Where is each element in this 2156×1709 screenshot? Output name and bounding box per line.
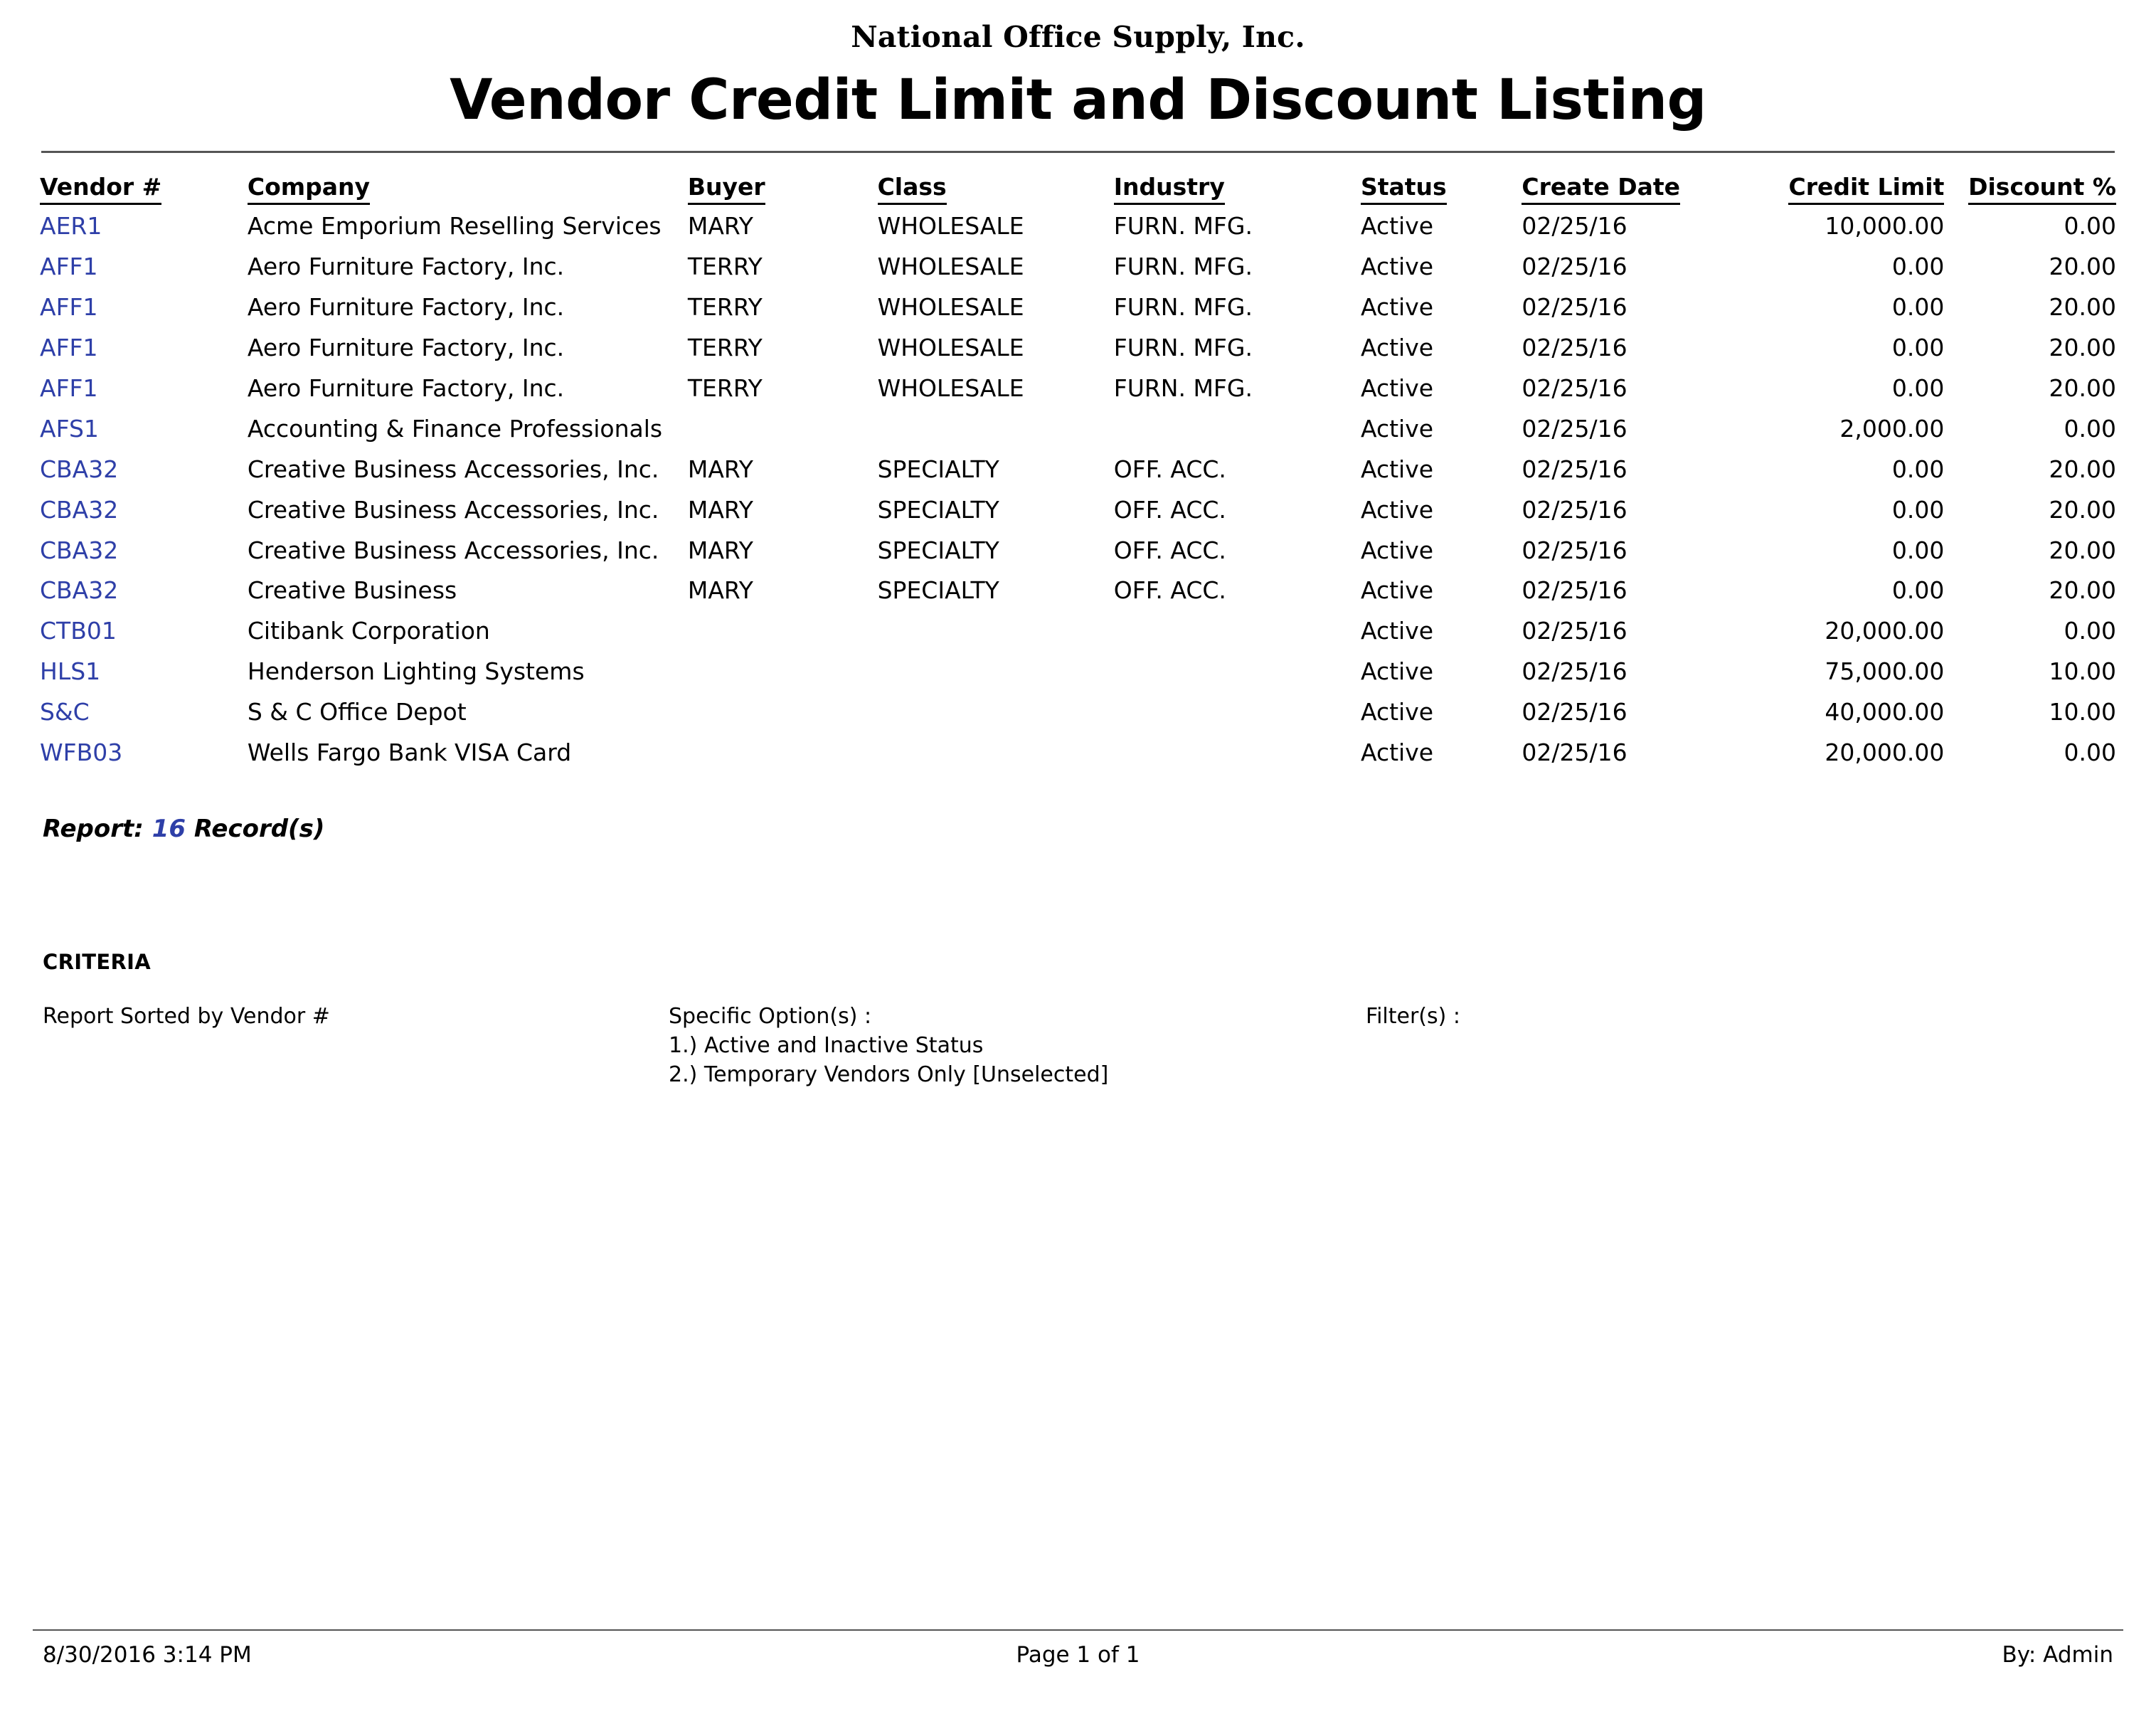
- cell-class: SPECIALTY: [877, 495, 999, 524]
- column-header-company: [240, 169, 681, 206]
- cell-industry: [1107, 692, 1354, 733]
- cell-status: Active: [1360, 739, 1434, 767]
- cell-status: Active: [1360, 414, 1434, 443]
- cell-credit-limit: 0.00: [1891, 374, 1945, 402]
- cell-credit-limit: 0.00: [1891, 495, 1945, 524]
- cell-industry: FURN. MFG.: [1113, 333, 1253, 361]
- cell-buyer: [681, 409, 871, 450]
- table-row: [33, 531, 2123, 571]
- title-divider: [41, 151, 2115, 153]
- column-header-discount: [1951, 169, 2123, 206]
- table-row: [33, 490, 2123, 531]
- cell-industry: OFF. ACC.: [1113, 495, 1226, 524]
- cell-create-date: 02/25/16: [1522, 576, 1627, 605]
- cell-vendor[interactable]: WFB03: [40, 739, 123, 767]
- cell-company: Aero Furniture Factory, Inc.: [247, 252, 565, 280]
- cell-company: Creative Business Accessories, Inc.: [247, 455, 659, 483]
- cell-status: Active: [1360, 292, 1434, 321]
- cell-discount: 20.00: [2049, 576, 2116, 605]
- column-header-class: [871, 169, 1107, 206]
- cell-create-date: 02/25/16: [1522, 333, 1627, 361]
- cell-company: Aero Furniture Factory, Inc.: [247, 292, 565, 321]
- record-count: [33, 815, 2123, 843]
- cell-create-date: 02/25/16: [1522, 414, 1627, 443]
- cell-class: WHOLESALE: [877, 292, 1024, 321]
- cell-credit-limit: 0.00: [1891, 333, 1945, 361]
- cell-discount: 0.00: [2064, 617, 2116, 645]
- cell-create-date: 02/25/16: [1522, 617, 1627, 645]
- cell-company: Henderson Lighting Systems: [247, 657, 585, 686]
- company-name: National Office Supply, Inc.: [851, 20, 1305, 54]
- cell-company: Creative Business Accessories, Inc.: [247, 536, 659, 564]
- cell-create-date: 02/25/16: [1522, 536, 1627, 564]
- criteria-option: 2.) Temporary Vendors Only [Unselected]: [669, 1062, 1109, 1088]
- cell-discount: 20.00: [2049, 252, 2116, 280]
- cell-industry: OFF. ACC.: [1113, 576, 1226, 605]
- cell-create-date: 02/25/16: [1522, 495, 1627, 524]
- criteria-body: [33, 1004, 2123, 1091]
- cell-status: Active: [1360, 374, 1434, 402]
- cell-credit-limit: 40,000.00: [1825, 698, 1945, 726]
- cell-discount: 20.00: [2049, 374, 2116, 402]
- cell-create-date: 02/25/16: [1522, 698, 1627, 726]
- record-count-prefix: Report:: [43, 815, 144, 844]
- table-row: [33, 287, 2123, 328]
- cell-credit-limit: 20,000.00: [1825, 739, 1945, 767]
- cell-company: Acme Emporium Reselling Services: [247, 212, 662, 240]
- cell-industry: [1107, 652, 1354, 692]
- criteria-options: [669, 1004, 1366, 1091]
- table-row: [33, 206, 2123, 247]
- vendor-table: [33, 169, 2123, 773]
- cell-industry: OFF. ACC.: [1113, 536, 1226, 564]
- cell-company: Aero Furniture Factory, Inc.: [247, 374, 565, 402]
- cell-discount: 10.00: [2049, 657, 2116, 686]
- cell-class: WHOLESALE: [877, 252, 1024, 280]
- column-header-create-date-label: Create Date: [1522, 173, 1680, 205]
- table-row: [33, 369, 2123, 409]
- cell-industry: FURN. MFG.: [1113, 374, 1253, 402]
- page-title: Vendor Credit Limit and Discount Listing: [450, 68, 1706, 132]
- cell-industry: FURN. MFG.: [1113, 292, 1253, 321]
- cell-company: Wells Fargo Bank VISA Card: [247, 739, 572, 767]
- cell-buyer: [681, 692, 871, 733]
- cell-vendor[interactable]: AFF1: [40, 333, 98, 361]
- cell-credit-limit: 0.00: [1891, 252, 1945, 280]
- cell-vendor[interactable]: AER1: [40, 212, 102, 240]
- cell-credit-limit: 75,000.00: [1825, 657, 1945, 686]
- cell-status: Active: [1360, 455, 1434, 483]
- column-header-credit-limit: [1744, 169, 1952, 206]
- cell-company: Citibank Corporation: [247, 617, 490, 645]
- cell-discount: 20.00: [2049, 495, 2116, 524]
- cell-credit-limit: 0.00: [1891, 292, 1945, 321]
- cell-buyer: [681, 611, 871, 652]
- footer-timestamp: 8/30/2016 3:14 PM: [43, 1642, 252, 1668]
- table-row: [33, 733, 2123, 773]
- cell-vendor[interactable]: CBA32: [40, 455, 119, 483]
- cell-credit-limit: 0.00: [1891, 536, 1945, 564]
- cell-vendor[interactable]: AFS1: [40, 414, 99, 443]
- criteria-options-label: Specific Option(s) :: [669, 1004, 872, 1030]
- cell-status: Active: [1360, 657, 1434, 686]
- table-row: [33, 611, 2123, 652]
- cell-credit-limit: 20,000.00: [1825, 617, 1945, 645]
- table-row: [33, 571, 2123, 611]
- footer-author: By: Admin: [2002, 1642, 2113, 1668]
- cell-class: WHOLESALE: [877, 333, 1024, 361]
- cell-class: [871, 611, 1107, 652]
- cell-create-date: 02/25/16: [1522, 739, 1627, 767]
- cell-credit-limit: 10,000.00: [1825, 212, 1945, 240]
- table-row: [33, 409, 2123, 450]
- criteria-heading: CRITERIA: [43, 950, 151, 975]
- cell-class: [871, 409, 1107, 450]
- cell-class: SPECIALTY: [877, 536, 999, 564]
- footer-divider: [33, 1629, 2123, 1631]
- record-count-value: 16: [152, 815, 186, 844]
- column-header-vendor: [33, 169, 240, 206]
- cell-status: Active: [1360, 252, 1434, 280]
- criteria-sort: Report Sorted by Vendor #: [43, 1004, 330, 1030]
- cell-company: Aero Furniture Factory, Inc.: [247, 333, 565, 361]
- cell-vendor[interactable]: CBA32: [40, 536, 119, 564]
- cell-buyer: TERRY: [687, 374, 763, 402]
- cell-buyer: TERRY: [687, 252, 763, 280]
- cell-create-date: 02/25/16: [1522, 252, 1627, 280]
- cell-discount: 20.00: [2049, 333, 2116, 361]
- cell-vendor[interactable]: CBA32: [40, 495, 119, 524]
- cell-credit-limit: 2,000.00: [1839, 414, 1945, 443]
- cell-class: WHOLESALE: [877, 374, 1024, 402]
- cell-create-date: 02/25/16: [1522, 212, 1627, 240]
- column-header-company-label: Company: [248, 173, 370, 205]
- table-row: [33, 247, 2123, 287]
- cell-buyer: TERRY: [687, 333, 763, 361]
- criteria-option: 1.) Active and Inactive Status: [669, 1033, 984, 1059]
- column-header-status: [1354, 169, 1514, 206]
- column-header-vendor-label: Vendor #: [40, 173, 161, 205]
- cell-vendor[interactable]: AFF1: [40, 292, 98, 321]
- cell-industry: [1107, 409, 1354, 450]
- cell-discount: 0.00: [2064, 414, 2116, 443]
- cell-status: Active: [1360, 333, 1434, 361]
- cell-status: Active: [1360, 576, 1434, 605]
- cell-class: [871, 692, 1107, 733]
- cell-buyer: [681, 652, 871, 692]
- record-count-suffix: Record(s): [193, 815, 325, 844]
- cell-discount: 20.00: [2049, 292, 2116, 321]
- cell-vendor[interactable]: AFF1: [40, 252, 98, 280]
- cell-create-date: 02/25/16: [1522, 455, 1627, 483]
- table-row: [33, 692, 2123, 733]
- cell-buyer: [681, 733, 871, 773]
- column-header-discount-label: Discount %: [1968, 173, 2116, 205]
- cell-class: SPECIALTY: [877, 455, 999, 483]
- cell-status: Active: [1360, 536, 1434, 564]
- cell-create-date: 02/25/16: [1522, 374, 1627, 402]
- cell-industry: OFF. ACC.: [1113, 455, 1226, 483]
- cell-company: Accounting & Finance Professionals: [247, 414, 663, 443]
- cell-status: Active: [1360, 698, 1434, 726]
- column-header-credit-limit-label: Credit Limit: [1788, 173, 1944, 205]
- page-footer: [33, 1629, 2123, 1668]
- cell-discount: 10.00: [2049, 698, 2116, 726]
- cell-buyer: TERRY: [687, 292, 763, 321]
- cell-class: [871, 652, 1107, 692]
- cell-discount: 20.00: [2049, 455, 2116, 483]
- cell-industry: FURN. MFG.: [1113, 252, 1253, 280]
- table-row: [33, 450, 2123, 490]
- column-header-buyer-label: Buyer: [688, 173, 765, 205]
- cell-discount: 0.00: [2064, 739, 2116, 767]
- cell-vendor[interactable]: HLS1: [40, 657, 101, 686]
- cell-company: Creative Business Accessories, Inc.: [247, 495, 659, 524]
- table-row: [33, 652, 2123, 692]
- column-header-industry-label: Industry: [1114, 173, 1225, 205]
- cell-status: Active: [1360, 212, 1434, 240]
- cell-vendor[interactable]: AFF1: [40, 374, 98, 402]
- cell-credit-limit: 0.00: [1891, 576, 1945, 605]
- cell-buyer: MARY: [687, 455, 753, 483]
- cell-industry: [1107, 733, 1354, 773]
- column-header-buyer: [681, 169, 871, 206]
- cell-buyer: MARY: [687, 212, 753, 240]
- cell-discount: 0.00: [2064, 212, 2116, 240]
- cell-buyer: MARY: [687, 495, 753, 524]
- cell-class: WHOLESALE: [877, 212, 1024, 240]
- cell-vendor[interactable]: CBA32: [40, 576, 119, 605]
- footer-page-number: Page 1 of 1: [1016, 1642, 1140, 1668]
- table-row: [33, 328, 2123, 369]
- cell-industry: [1107, 611, 1354, 652]
- cell-create-date: 02/25/16: [1522, 292, 1627, 321]
- cell-industry: FURN. MFG.: [1113, 212, 1253, 240]
- criteria-filters: Filter(s) :: [1366, 1004, 1460, 1030]
- cell-create-date: 02/25/16: [1522, 657, 1627, 686]
- cell-class: SPECIALTY: [877, 576, 999, 605]
- cell-company: Creative Business: [247, 576, 457, 605]
- column-header-class-label: Class: [878, 173, 947, 205]
- table-header-row: [33, 169, 2123, 206]
- column-header-status-label: Status: [1361, 173, 1447, 205]
- cell-class: [871, 733, 1107, 773]
- cell-buyer: MARY: [687, 576, 753, 605]
- cell-vendor[interactable]: CTB01: [40, 617, 117, 645]
- cell-discount: 20.00: [2049, 536, 2116, 564]
- cell-status: Active: [1360, 617, 1434, 645]
- column-header-industry: [1107, 169, 1354, 206]
- cell-vendor[interactable]: S&C: [40, 698, 90, 726]
- cell-status: Active: [1360, 495, 1434, 524]
- cell-buyer: MARY: [687, 536, 753, 564]
- cell-company: S & C Office Depot: [247, 698, 467, 726]
- column-header-create-date: [1514, 169, 1743, 206]
- cell-credit-limit: 0.00: [1891, 455, 1945, 483]
